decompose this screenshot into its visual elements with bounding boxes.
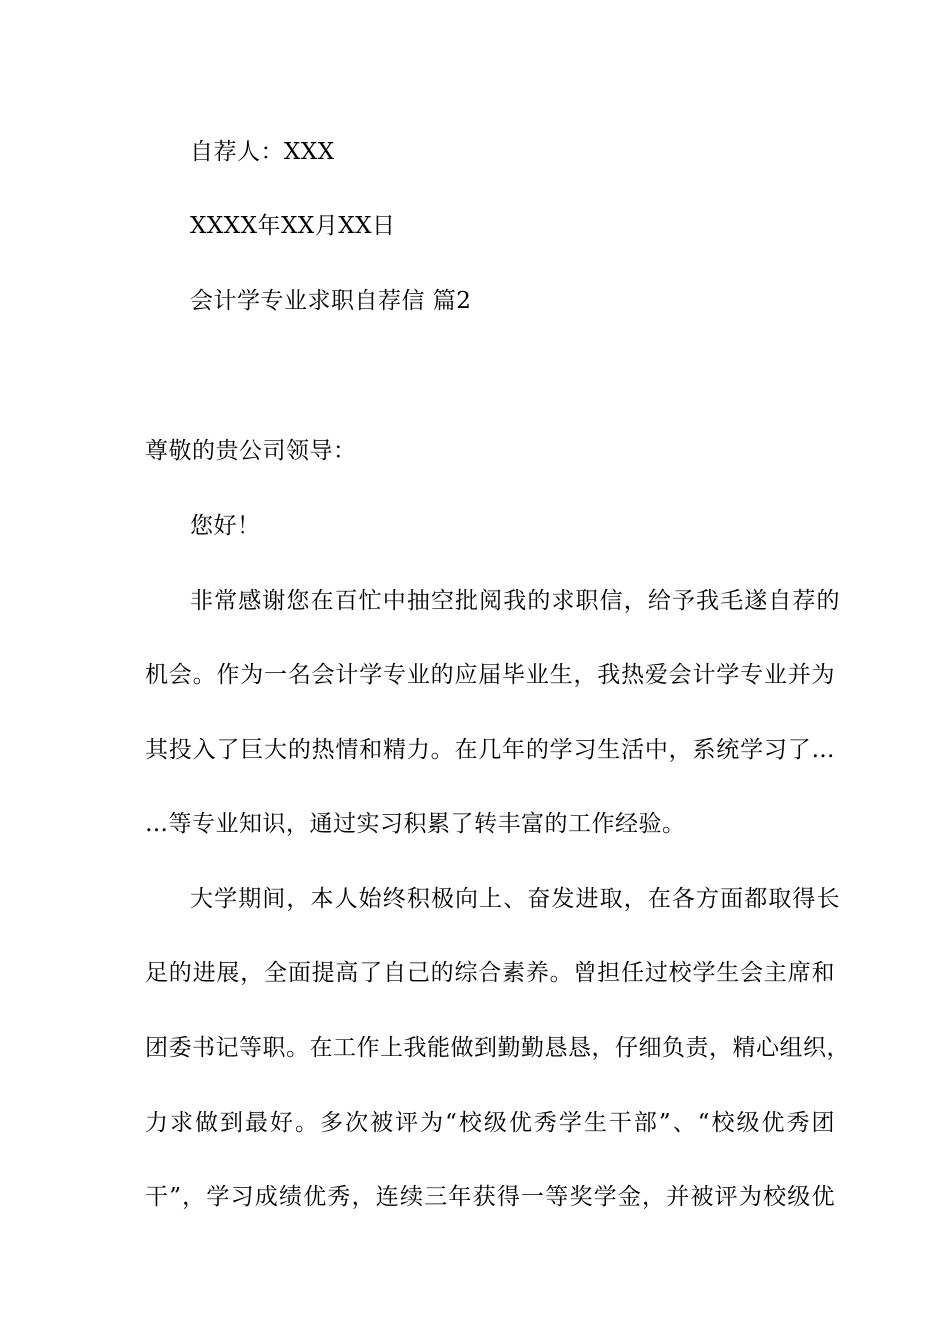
paragraph-line: 团委书记等职。在工作上我能做到勤勤恳恳，仔细负责，精心组织， (145, 1035, 850, 1061)
paragraph-line: 力求做到最好。多次被评为“校级优秀学生干部”、“校级优秀团 (145, 1110, 835, 1136)
paragraph-line: …等专业知识，通过实习积累了转丰富的工作经验。 (145, 811, 686, 837)
recommender-line: 自荐人：XXX (190, 139, 335, 165)
paragraph-line: 干”，学习成绩优秀，连续三年获得一等奖学金，并被评为校级优 (145, 1184, 835, 1210)
salutation: 尊敬的贵公司领导： (145, 438, 357, 464)
section-heading: 会计学专业求职自荐信 篇2 (190, 288, 472, 314)
paragraph-line: 足的进展，全面提高了自己的综合素养。曾担任过校学生会主席和 (145, 960, 835, 986)
paragraph-line: 机会。作为一名会计学专业的应届毕业生，我热爱会计学专业并为 (145, 662, 835, 688)
date-line: XXXX年XX月XX日 (190, 213, 396, 239)
paragraph-line: 其投入了巨大的热情和精力。在几年的学习生活中，系统学习了… (145, 737, 835, 763)
paragraph-line: 非常感谢您在百忙中抽空批阅我的求职信，给予我毛遂自荐的 (190, 588, 840, 614)
paragraph-line: 大学期间，本人始终积极向上、奋发进取，在各方面都取得长 (190, 886, 840, 912)
greeting: 您好！ (190, 513, 261, 539)
